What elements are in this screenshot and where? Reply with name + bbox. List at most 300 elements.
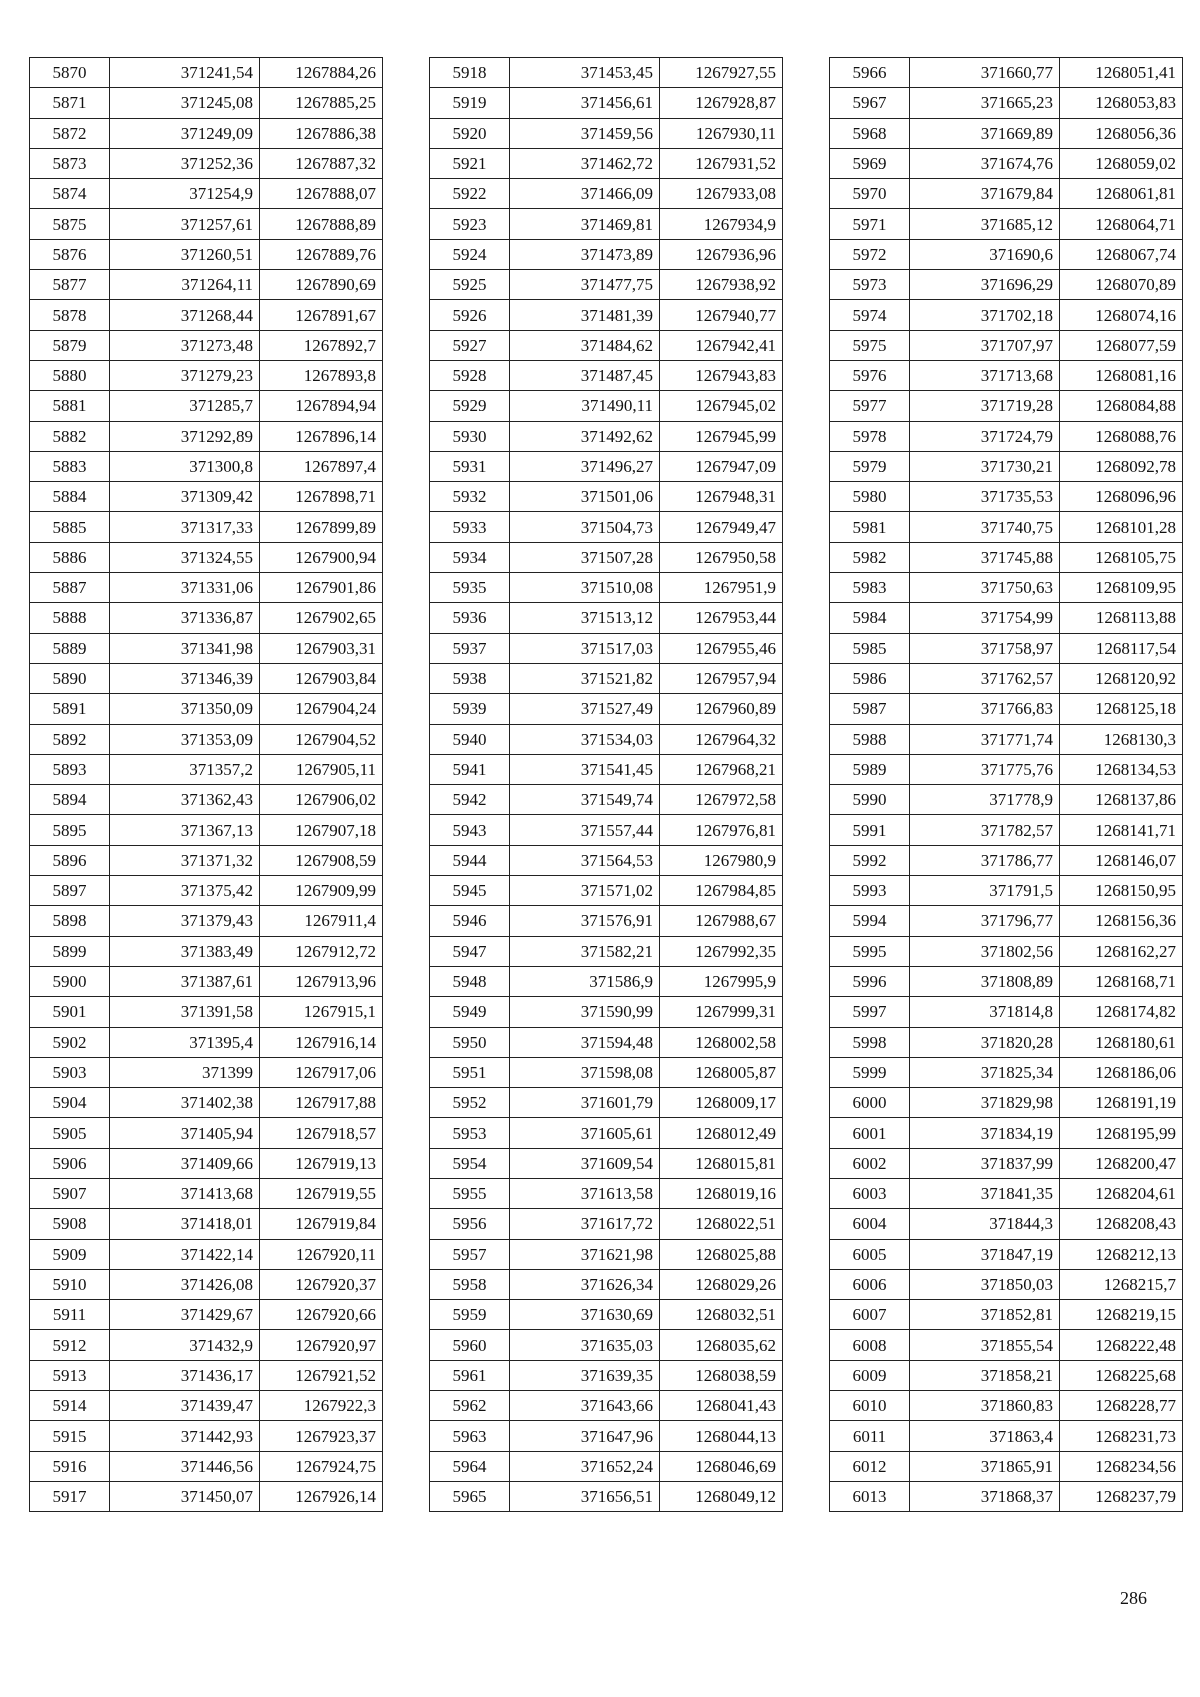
- table-row: [430, 754, 783, 784]
- x-coordinate-cell: 371399: [110, 1057, 260, 1087]
- table-row: [430, 1088, 783, 1118]
- table-row: [30, 1239, 383, 1269]
- x-coordinate-cell: 371847,19: [910, 1239, 1060, 1269]
- table-row: [830, 360, 1183, 390]
- point-id-cell: 5921: [430, 148, 510, 178]
- x-coordinate-cell: 371850,03: [910, 1269, 1060, 1299]
- x-coordinate-cell: 371422,14: [110, 1239, 260, 1269]
- table-row: [830, 1209, 1183, 1239]
- x-coordinate-cell: 371660,77: [910, 58, 1060, 88]
- x-coordinate-cell: 371504,73: [510, 512, 660, 542]
- x-coordinate-cell: 371254,9: [110, 179, 260, 209]
- point-id-cell: 5975: [830, 330, 910, 360]
- x-coordinate-cell: 371292,89: [110, 421, 260, 451]
- x-coordinate-cell: 371609,54: [510, 1148, 660, 1178]
- point-id-cell: 5934: [430, 542, 510, 572]
- table-row: [830, 270, 1183, 300]
- x-coordinate-cell: 371549,74: [510, 785, 660, 815]
- point-id-cell: 5972: [830, 239, 910, 269]
- table-row: [830, 58, 1183, 88]
- table-row: [30, 179, 383, 209]
- y-coordinate-cell: 1267976,81: [660, 815, 783, 845]
- x-coordinate-cell: 371496,27: [510, 451, 660, 481]
- y-coordinate-cell: 1267919,84: [260, 1209, 383, 1239]
- table-row: [830, 88, 1183, 118]
- y-coordinate-cell: 1268204,61: [1060, 1178, 1183, 1208]
- y-coordinate-cell: 1268215,7: [1060, 1269, 1183, 1299]
- point-id-cell: 5871: [30, 88, 110, 118]
- x-coordinate-cell: 371492,62: [510, 421, 660, 451]
- y-coordinate-cell: 1267922,3: [260, 1391, 383, 1421]
- point-id-cell: 5952: [430, 1088, 510, 1118]
- table-row: [830, 209, 1183, 239]
- y-coordinate-cell: 1267992,35: [660, 936, 783, 966]
- point-id-cell: 5944: [430, 845, 510, 875]
- table-row: [830, 1027, 1183, 1057]
- y-coordinate-cell: 1268032,51: [660, 1300, 783, 1330]
- x-coordinate-cell: 371462,72: [510, 148, 660, 178]
- x-coordinate-cell: 371791,5: [910, 876, 1060, 906]
- x-coordinate-cell: 371487,45: [510, 360, 660, 390]
- y-coordinate-cell: 1267887,32: [260, 148, 383, 178]
- x-coordinate-cell: 371432,9: [110, 1330, 260, 1360]
- y-coordinate-cell: 1267898,71: [260, 482, 383, 512]
- x-coordinate-cell: 371453,45: [510, 58, 660, 88]
- x-coordinate-cell: 371590,99: [510, 997, 660, 1027]
- x-coordinate-cell: 371501,06: [510, 482, 660, 512]
- x-coordinate-cell: 371802,56: [910, 936, 1060, 966]
- point-id-cell: 5980: [830, 482, 910, 512]
- table-row: [30, 209, 383, 239]
- table-row: [830, 148, 1183, 178]
- point-id-cell: 6013: [830, 1481, 910, 1511]
- point-id-cell: 5924: [430, 239, 510, 269]
- x-coordinate-cell: 371617,72: [510, 1209, 660, 1239]
- y-coordinate-cell: 1267890,69: [260, 270, 383, 300]
- y-coordinate-cell: 1267920,66: [260, 1300, 383, 1330]
- point-id-cell: 5937: [430, 633, 510, 663]
- y-coordinate-cell: 1267920,37: [260, 1269, 383, 1299]
- y-coordinate-cell: 1268191,19: [1060, 1088, 1183, 1118]
- y-coordinate-cell: 1267943,83: [660, 360, 783, 390]
- y-coordinate-cell: 1268002,58: [660, 1027, 783, 1057]
- x-coordinate-cell: 371865,91: [910, 1451, 1060, 1481]
- point-id-cell: 5969: [830, 148, 910, 178]
- table-row: [430, 209, 783, 239]
- table-row: [30, 997, 383, 1027]
- table-row: [430, 1118, 783, 1148]
- y-coordinate-cell: 1268117,54: [1060, 633, 1183, 663]
- x-coordinate-cell: 371429,67: [110, 1300, 260, 1330]
- point-id-cell: 5877: [30, 270, 110, 300]
- table-row: [30, 1209, 383, 1239]
- table-row: [430, 1209, 783, 1239]
- x-coordinate-cell: 371241,54: [110, 58, 260, 88]
- x-coordinate-cell: 371808,89: [910, 966, 1060, 996]
- x-coordinate-cell: 371391,58: [110, 997, 260, 1027]
- y-coordinate-cell: 1267903,31: [260, 633, 383, 663]
- x-coordinate-cell: 371257,61: [110, 209, 260, 239]
- table-row: [830, 512, 1183, 542]
- point-id-cell: 5876: [30, 239, 110, 269]
- table-row: [430, 1391, 783, 1421]
- y-coordinate-cell: 1268049,12: [660, 1481, 783, 1511]
- point-id-cell: 5930: [430, 421, 510, 451]
- x-coordinate-cell: 371868,37: [910, 1481, 1060, 1511]
- point-id-cell: 5983: [830, 573, 910, 603]
- y-coordinate-cell: 1267911,4: [260, 906, 383, 936]
- table-row: [30, 451, 383, 481]
- x-coordinate-cell: 371702,18: [910, 300, 1060, 330]
- point-id-cell: 5955: [430, 1178, 510, 1208]
- x-coordinate-cell: 371586,9: [510, 966, 660, 996]
- y-coordinate-cell: 1267951,9: [660, 573, 783, 603]
- y-coordinate-cell: 1267931,52: [660, 148, 783, 178]
- x-coordinate-cell: 371778,9: [910, 785, 1060, 815]
- x-coordinate-cell: 371766,83: [910, 694, 1060, 724]
- point-id-cell: 5870: [30, 58, 110, 88]
- table-row: [30, 1330, 383, 1360]
- x-coordinate-cell: 371669,89: [910, 118, 1060, 148]
- table-row: [430, 906, 783, 936]
- table-row: [430, 1178, 783, 1208]
- x-coordinate-cell: 371626,34: [510, 1269, 660, 1299]
- coordinate-table-3: [829, 57, 1183, 1512]
- x-coordinate-cell: 371426,08: [110, 1269, 260, 1299]
- point-id-cell: 5945: [430, 876, 510, 906]
- y-coordinate-cell: 1267900,94: [260, 542, 383, 572]
- x-coordinate-cell: 371598,08: [510, 1057, 660, 1087]
- table-row: [830, 906, 1183, 936]
- table-row: [30, 966, 383, 996]
- point-id-cell: 5958: [430, 1269, 510, 1299]
- y-coordinate-cell: 1267901,86: [260, 573, 383, 603]
- x-coordinate-cell: 371820,28: [910, 1027, 1060, 1057]
- y-coordinate-cell: 1268074,16: [1060, 300, 1183, 330]
- y-coordinate-cell: 1267912,72: [260, 936, 383, 966]
- point-id-cell: 5938: [430, 663, 510, 693]
- x-coordinate-cell: 371268,44: [110, 300, 260, 330]
- table-row: [830, 845, 1183, 875]
- table-row: [430, 876, 783, 906]
- point-id-cell: 6005: [830, 1239, 910, 1269]
- point-id-cell: 6001: [830, 1118, 910, 1148]
- table-row: [30, 391, 383, 421]
- table-row: [830, 1481, 1183, 1511]
- x-coordinate-cell: 371735,53: [910, 482, 1060, 512]
- y-coordinate-cell: 1268077,59: [1060, 330, 1183, 360]
- y-coordinate-cell: 1267928,87: [660, 88, 783, 118]
- y-coordinate-cell: 1268212,13: [1060, 1239, 1183, 1269]
- table-row: [830, 997, 1183, 1027]
- x-coordinate-cell: 371557,44: [510, 815, 660, 845]
- table-row: [830, 391, 1183, 421]
- x-coordinate-cell: 371758,97: [910, 633, 1060, 663]
- table-row: [830, 482, 1183, 512]
- x-coordinate-cell: 371844,3: [910, 1209, 1060, 1239]
- y-coordinate-cell: 1267984,85: [660, 876, 783, 906]
- point-id-cell: 5915: [30, 1421, 110, 1451]
- x-coordinate-cell: 371841,35: [910, 1178, 1060, 1208]
- point-id-cell: 5878: [30, 300, 110, 330]
- table-row: [830, 785, 1183, 815]
- x-coordinate-cell: 371507,28: [510, 542, 660, 572]
- point-id-cell: 5875: [30, 209, 110, 239]
- point-id-cell: 5883: [30, 451, 110, 481]
- point-id-cell: 5910: [30, 1269, 110, 1299]
- table-row: [830, 1421, 1183, 1451]
- x-coordinate-cell: 371621,98: [510, 1239, 660, 1269]
- table-row: [30, 573, 383, 603]
- table-row: [30, 1421, 383, 1451]
- table-row: [430, 239, 783, 269]
- x-coordinate-cell: 371436,17: [110, 1360, 260, 1390]
- table-row: [30, 1178, 383, 1208]
- table-row: [30, 1300, 383, 1330]
- point-id-cell: 5977: [830, 391, 910, 421]
- y-coordinate-cell: 1267980,9: [660, 845, 783, 875]
- point-id-cell: 5891: [30, 694, 110, 724]
- point-id-cell: 5925: [430, 270, 510, 300]
- point-id-cell: 5966: [830, 58, 910, 88]
- y-coordinate-cell: 1267915,1: [260, 997, 383, 1027]
- y-coordinate-cell: 1267947,09: [660, 451, 783, 481]
- y-coordinate-cell: 1268053,83: [1060, 88, 1183, 118]
- point-id-cell: 5959: [430, 1300, 510, 1330]
- y-coordinate-cell: 1267889,76: [260, 239, 383, 269]
- point-id-cell: 5911: [30, 1300, 110, 1330]
- y-coordinate-cell: 1267897,4: [260, 451, 383, 481]
- y-coordinate-cell: 1268005,87: [660, 1057, 783, 1087]
- y-coordinate-cell: 1267903,84: [260, 663, 383, 693]
- table-row: [430, 1269, 783, 1299]
- y-coordinate-cell: 1267968,21: [660, 754, 783, 784]
- x-coordinate-cell: 371719,28: [910, 391, 1060, 421]
- point-id-cell: 5893: [30, 754, 110, 784]
- table-row: [30, 239, 383, 269]
- y-coordinate-cell: 1267904,24: [260, 694, 383, 724]
- point-id-cell: 5936: [430, 603, 510, 633]
- point-id-cell: 5879: [30, 330, 110, 360]
- x-coordinate-cell: 371635,03: [510, 1330, 660, 1360]
- y-coordinate-cell: 1268015,81: [660, 1148, 783, 1178]
- table-row: [830, 633, 1183, 663]
- y-coordinate-cell: 1268234,56: [1060, 1451, 1183, 1481]
- x-coordinate-cell: 371264,11: [110, 270, 260, 300]
- y-coordinate-cell: 1268044,13: [660, 1421, 783, 1451]
- table-row: [30, 936, 383, 966]
- point-id-cell: 5904: [30, 1088, 110, 1118]
- point-id-cell: 5981: [830, 512, 910, 542]
- y-coordinate-cell: 1267917,06: [260, 1057, 383, 1087]
- y-coordinate-cell: 1268109,95: [1060, 573, 1183, 603]
- y-coordinate-cell: 1267942,41: [660, 330, 783, 360]
- point-id-cell: 5982: [830, 542, 910, 572]
- y-coordinate-cell: 1268061,81: [1060, 179, 1183, 209]
- x-coordinate-cell: 371775,76: [910, 754, 1060, 784]
- table-row: [30, 360, 383, 390]
- x-coordinate-cell: 371336,87: [110, 603, 260, 633]
- x-coordinate-cell: 371362,43: [110, 785, 260, 815]
- x-coordinate-cell: 371477,75: [510, 270, 660, 300]
- point-id-cell: 6010: [830, 1391, 910, 1421]
- y-coordinate-cell: 1267888,07: [260, 179, 383, 209]
- table-row: [830, 815, 1183, 845]
- x-coordinate-cell: 371279,23: [110, 360, 260, 390]
- y-coordinate-cell: 1267924,75: [260, 1451, 383, 1481]
- y-coordinate-cell: 1267920,11: [260, 1239, 383, 1269]
- y-coordinate-cell: 1267927,55: [660, 58, 783, 88]
- table-row: [830, 1451, 1183, 1481]
- x-coordinate-cell: 371745,88: [910, 542, 1060, 572]
- y-coordinate-cell: 1268231,73: [1060, 1421, 1183, 1451]
- x-coordinate-cell: 371639,35: [510, 1360, 660, 1390]
- x-coordinate-cell: 371541,45: [510, 754, 660, 784]
- y-coordinate-cell: 1267893,8: [260, 360, 383, 390]
- table-row: [830, 936, 1183, 966]
- point-id-cell: 5905: [30, 1118, 110, 1148]
- table-row: [430, 542, 783, 572]
- point-id-cell: 5942: [430, 785, 510, 815]
- y-coordinate-cell: 1268222,48: [1060, 1330, 1183, 1360]
- point-id-cell: 5882: [30, 421, 110, 451]
- x-coordinate-cell: 371346,39: [110, 663, 260, 693]
- y-coordinate-cell: 1268146,07: [1060, 845, 1183, 875]
- table-row: [30, 845, 383, 875]
- y-coordinate-cell: 1267884,26: [260, 58, 383, 88]
- y-coordinate-cell: 1267907,18: [260, 815, 383, 845]
- table-row: [430, 300, 783, 330]
- x-coordinate-cell: 371379,43: [110, 906, 260, 936]
- x-coordinate-cell: 371481,39: [510, 300, 660, 330]
- point-id-cell: 5943: [430, 815, 510, 845]
- point-id-cell: 6006: [830, 1269, 910, 1299]
- y-coordinate-cell: 1268022,51: [660, 1209, 783, 1239]
- x-coordinate-cell: 371490,11: [510, 391, 660, 421]
- x-coordinate-cell: 371450,07: [110, 1481, 260, 1511]
- table-row: [430, 603, 783, 633]
- point-id-cell: 6012: [830, 1451, 910, 1481]
- y-coordinate-cell: 1267886,38: [260, 118, 383, 148]
- point-id-cell: 5903: [30, 1057, 110, 1087]
- table-row: [830, 1057, 1183, 1087]
- y-coordinate-cell: 1268035,62: [660, 1330, 783, 1360]
- point-id-cell: 5931: [430, 451, 510, 481]
- x-coordinate-cell: 371643,66: [510, 1391, 660, 1421]
- y-coordinate-cell: 1268219,15: [1060, 1300, 1183, 1330]
- y-coordinate-cell: 1268195,99: [1060, 1118, 1183, 1148]
- table-row: [30, 1451, 383, 1481]
- point-id-cell: 5970: [830, 179, 910, 209]
- y-coordinate-cell: 1267964,32: [660, 724, 783, 754]
- y-coordinate-cell: 1267995,9: [660, 966, 783, 996]
- table-row: [430, 148, 783, 178]
- x-coordinate-cell: 371740,75: [910, 512, 1060, 542]
- point-id-cell: 5897: [30, 876, 110, 906]
- table-row: [30, 603, 383, 633]
- point-id-cell: 5940: [430, 724, 510, 754]
- x-coordinate-cell: 371855,54: [910, 1330, 1060, 1360]
- x-coordinate-cell: 371762,57: [910, 663, 1060, 693]
- point-id-cell: 5986: [830, 663, 910, 693]
- table-row: [830, 694, 1183, 724]
- table-row: [830, 118, 1183, 148]
- x-coordinate-cell: 371665,23: [910, 88, 1060, 118]
- point-id-cell: 5979: [830, 451, 910, 481]
- x-coordinate-cell: 371469,81: [510, 209, 660, 239]
- point-id-cell: 5951: [430, 1057, 510, 1087]
- x-coordinate-cell: 371285,7: [110, 391, 260, 421]
- table-row: [30, 1481, 383, 1511]
- table-row: [30, 785, 383, 815]
- y-coordinate-cell: 1268137,86: [1060, 785, 1183, 815]
- point-id-cell: 5971: [830, 209, 910, 239]
- table-row: [430, 179, 783, 209]
- point-id-cell: 5978: [830, 421, 910, 451]
- y-coordinate-cell: 1268113,88: [1060, 603, 1183, 633]
- x-coordinate-cell: 371754,99: [910, 603, 1060, 633]
- table-row: [430, 360, 783, 390]
- x-coordinate-cell: 371601,79: [510, 1088, 660, 1118]
- y-coordinate-cell: 1268025,88: [660, 1239, 783, 1269]
- point-id-cell: 5892: [30, 724, 110, 754]
- x-coordinate-cell: 371402,38: [110, 1088, 260, 1118]
- y-coordinate-cell: 1268200,47: [1060, 1148, 1183, 1178]
- point-id-cell: 5967: [830, 88, 910, 118]
- table-row: [30, 876, 383, 906]
- table-row: [430, 512, 783, 542]
- point-id-cell: 5916: [30, 1451, 110, 1481]
- x-coordinate-cell: 371707,97: [910, 330, 1060, 360]
- point-id-cell: 5995: [830, 936, 910, 966]
- y-coordinate-cell: 1268038,59: [660, 1360, 783, 1390]
- point-id-cell: 5907: [30, 1178, 110, 1208]
- y-coordinate-cell: 1268105,75: [1060, 542, 1183, 572]
- table-row: [30, 724, 383, 754]
- y-coordinate-cell: 1267948,31: [660, 482, 783, 512]
- y-coordinate-cell: 1268120,92: [1060, 663, 1183, 693]
- table-row: [30, 815, 383, 845]
- point-id-cell: 6007: [830, 1300, 910, 1330]
- x-coordinate-cell: 371466,09: [510, 179, 660, 209]
- point-id-cell: 6004: [830, 1209, 910, 1239]
- x-coordinate-cell: 371652,24: [510, 1451, 660, 1481]
- table-row: [830, 876, 1183, 906]
- table-row: [30, 482, 383, 512]
- point-id-cell: 5989: [830, 754, 910, 784]
- point-id-cell: 5992: [830, 845, 910, 875]
- y-coordinate-cell: 1268041,43: [660, 1391, 783, 1421]
- x-coordinate-cell: 371679,84: [910, 179, 1060, 209]
- x-coordinate-cell: 371350,09: [110, 694, 260, 724]
- table-row: [830, 1300, 1183, 1330]
- y-coordinate-cell: 1268101,28: [1060, 512, 1183, 542]
- y-coordinate-cell: 1268174,82: [1060, 997, 1183, 1027]
- table-row: [830, 1391, 1183, 1421]
- point-id-cell: 6009: [830, 1360, 910, 1390]
- y-coordinate-cell: 1267908,59: [260, 845, 383, 875]
- y-coordinate-cell: 1267934,9: [660, 209, 783, 239]
- table-row: [30, 542, 383, 572]
- point-id-cell: 5976: [830, 360, 910, 390]
- x-coordinate-cell: 371353,09: [110, 724, 260, 754]
- table-row: [430, 118, 783, 148]
- point-id-cell: 5993: [830, 876, 910, 906]
- y-coordinate-cell: 1268067,74: [1060, 239, 1183, 269]
- table-row: [830, 1360, 1183, 1390]
- y-coordinate-cell: 1268186,06: [1060, 1057, 1183, 1087]
- x-coordinate-cell: 371300,8: [110, 451, 260, 481]
